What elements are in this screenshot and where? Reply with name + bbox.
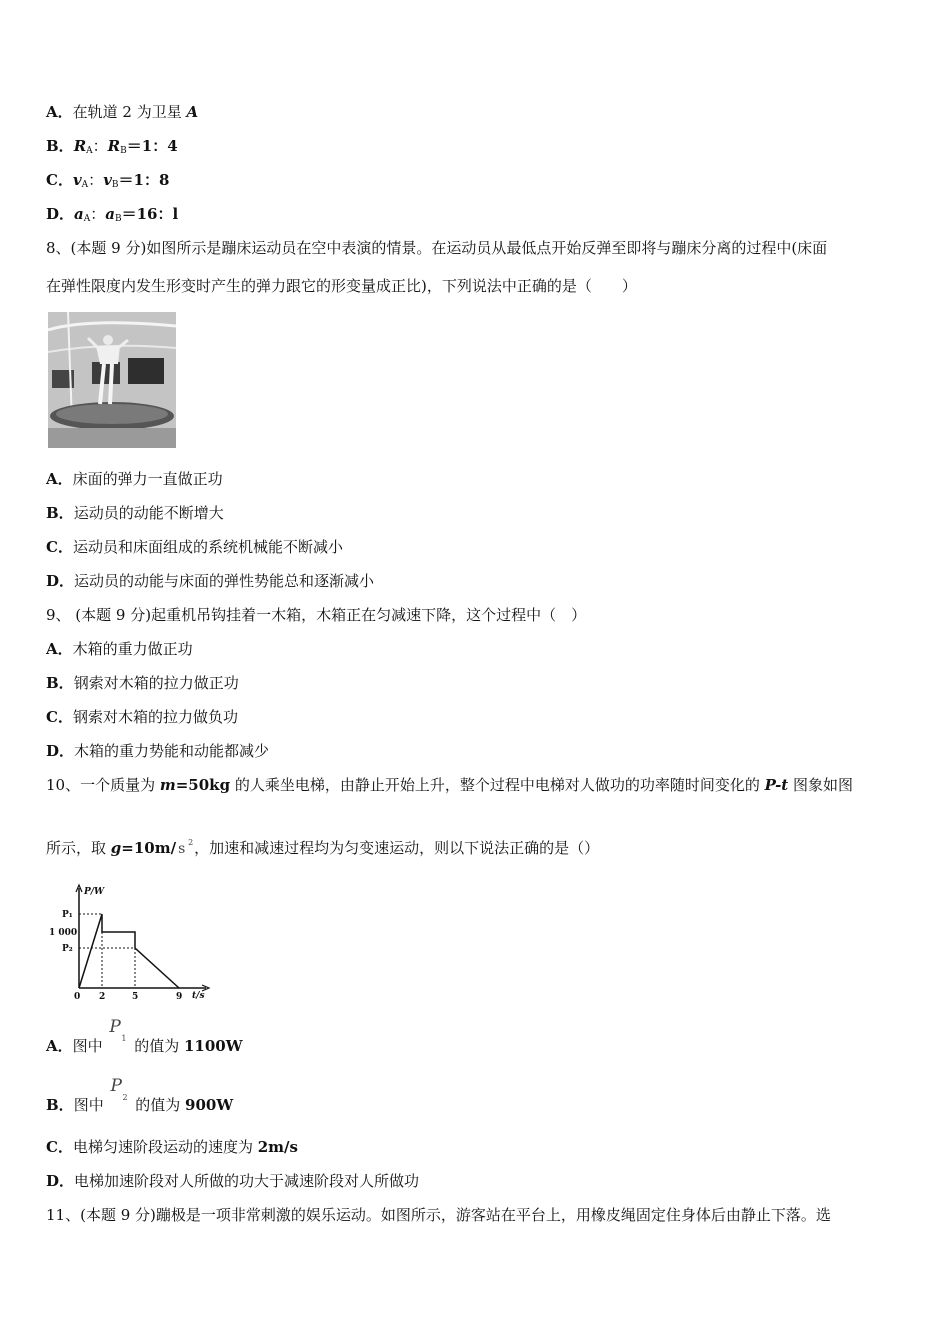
q9-stem: 9、 (本题 9 分)起重机吊钩挂着一木箱，木箱正在匀减速下降，这个过程中（ ） bbox=[46, 606, 587, 624]
q8-option-c: C．运动员和床面组成的系统机械能不断减小 bbox=[46, 538, 343, 556]
q10-stem-line-1: 10、一个质量为 m=50kg 的人乘坐电梯，由静止开始上升，整个过程中电梯对人做功的功率随时间变化的 P-t 图象如图 bbox=[46, 776, 854, 794]
q10-option-d: D．电梯加速阶段对人所做的功大于减速阶段对人所做功 bbox=[46, 1172, 420, 1190]
q11-stem-line-1: 11、(本题 9 分)蹦极是一项非常刺激的娱乐运动。如图所示，游客站在平台上，用橡皮绳固定住身体后由静止下落。选 bbox=[46, 1206, 831, 1224]
power-curve bbox=[79, 914, 179, 988]
p2-symbol: P 2 bbox=[110, 1076, 128, 1102]
q10-stem-line-2: 所示，取 g=10m/ s 2 ，加速和减速过程均为匀变速运动，则以下说法正确的是（） bbox=[46, 838, 600, 857]
trampoline-photo-drawing bbox=[48, 312, 176, 448]
x-tick-9: 9 bbox=[176, 992, 183, 1000]
q7-option-b: B．$R_A$：$R_B=1$：4 bbox=[46, 137, 178, 156]
q10-option-a: A．图中 P 1 的值为 1100W bbox=[46, 1017, 243, 1055]
power-time-graph-svg bbox=[46, 882, 216, 1000]
q8-option-a: A．床面的弹力一直做正功 bbox=[46, 470, 223, 488]
q9-option-d: D．木箱的重力势能和动能都减少 bbox=[46, 742, 270, 760]
y-tick-p2: P₂ bbox=[62, 944, 73, 954]
x-tick-5: 5 bbox=[132, 992, 139, 1000]
x-tick-2: 2 bbox=[99, 992, 106, 1000]
power-time-graph bbox=[46, 882, 216, 1000]
y-tick-1000: 1 000 bbox=[49, 928, 78, 938]
p1-symbol: P 1 bbox=[109, 1017, 127, 1043]
q10-option-c: C．电梯匀速阶段运动的速度为 2m/s bbox=[46, 1138, 298, 1156]
y-tick-p1: P₁ bbox=[62, 910, 73, 920]
q9-option-a: A．木箱的重力做正功 bbox=[46, 640, 193, 658]
q8-option-d: D．运动员的动能与床面的弹性势能总和逐渐减小 bbox=[46, 572, 375, 590]
y-axis-label: P/W bbox=[84, 887, 105, 897]
q7-option-c: C．$v_A$：$v_B=1$：8 bbox=[46, 171, 170, 190]
x-tick-0: 0 bbox=[74, 992, 81, 1000]
q8-stem-line-1: 8、(本题 9 分)如图所示是蹦床运动员在空中表演的情景。在运动员从最低点开始反弹至即将与蹦床分离的过程中(床面 bbox=[46, 239, 828, 257]
q7-option-a: A．在轨道 2 为卫星 A bbox=[46, 103, 199, 121]
q7-option-d: D．$a_A$：$a_B=16$：l bbox=[46, 205, 179, 224]
x-axis-label: t/s bbox=[192, 991, 205, 1000]
trampoline-photo bbox=[48, 312, 176, 448]
q10-option-b: B．图中 P 2 的值为 900W bbox=[46, 1076, 234, 1114]
q8-option-b: B．运动员的动能不断增大 bbox=[46, 504, 224, 522]
q9-option-b: B．钢索对木箱的拉力做正功 bbox=[46, 674, 239, 692]
q8-stem-line-2: 在弹性限度内发生形变时产生的弹力跟它的形变量成正比)，下列说法中正确的是（ ） bbox=[46, 277, 637, 295]
q9-option-c: C．钢索对木箱的拉力做负功 bbox=[46, 708, 238, 726]
